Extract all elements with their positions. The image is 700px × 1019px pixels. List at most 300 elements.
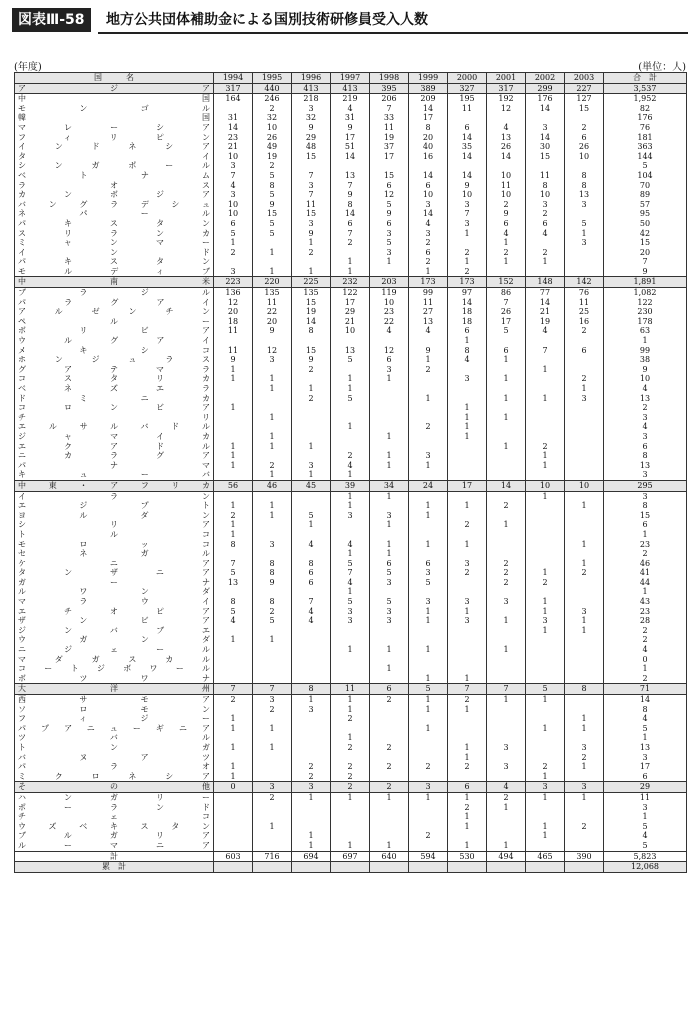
- country-row: [15, 113, 687, 123]
- count-cell: [292, 803, 331, 813]
- count-cell: 34: [370, 480, 409, 491]
- count-cell: [214, 645, 253, 655]
- count-cell: [526, 501, 565, 511]
- count-cell: 14: [526, 133, 565, 143]
- count-cell: 1: [526, 607, 565, 617]
- count-cell: [331, 626, 370, 636]
- count-cell: 1: [604, 812, 687, 822]
- figure-header: [12, 8, 688, 34]
- count-cell: 31: [214, 113, 253, 123]
- country-name: 中東・アフリカ: [15, 480, 214, 491]
- figure-title: 地方公共団体補助金による国別技術研修員受入人数: [98, 8, 688, 34]
- count-cell: [448, 587, 487, 597]
- count-cell: 1: [487, 442, 526, 452]
- count-cell: 2: [526, 442, 565, 452]
- count-cell: 3: [214, 190, 253, 200]
- count-cell: [409, 803, 448, 813]
- count-cell: 14: [487, 152, 526, 162]
- count-cell: 2: [409, 365, 448, 375]
- count-cell: [370, 501, 409, 511]
- region-row: [15, 480, 687, 491]
- count-cell: [370, 336, 409, 346]
- count-cell: [526, 355, 565, 365]
- count-cell: 1: [331, 645, 370, 655]
- count-cell: 8: [292, 684, 331, 695]
- count-cell: 1: [565, 792, 604, 802]
- count-cell: 3: [409, 451, 448, 461]
- count-cell: [409, 733, 448, 743]
- count-cell: [487, 753, 526, 763]
- count-cell: [214, 587, 253, 597]
- count-cell: 2: [370, 743, 409, 753]
- count-cell: 5: [331, 597, 370, 607]
- country-name: バングラデシュ: [15, 200, 214, 210]
- count-cell: [448, 578, 487, 588]
- count-cell: 7: [292, 597, 331, 607]
- country-name: ウズベキスタン: [15, 822, 214, 832]
- count-cell: 6: [604, 772, 687, 782]
- country-row: [15, 298, 687, 308]
- count-cell: 10: [448, 190, 487, 200]
- count-cell: 1: [409, 705, 448, 715]
- count-cell: [565, 772, 604, 782]
- count-cell: 8: [292, 326, 331, 336]
- count-cell: 122: [331, 288, 370, 298]
- count-cell: 2: [253, 461, 292, 471]
- count-cell: 9: [214, 355, 253, 365]
- count-cell: 1: [448, 792, 487, 802]
- count-cell: 1: [370, 792, 409, 802]
- count-cell: 230: [604, 307, 687, 317]
- count-cell: [214, 384, 253, 394]
- count-cell: [526, 374, 565, 384]
- country-name: パキスタン: [15, 219, 214, 229]
- country-row: [15, 540, 687, 550]
- count-cell: 1: [604, 530, 687, 540]
- count-cell: 1: [526, 772, 565, 782]
- count-cell: [370, 394, 409, 404]
- count-cell: [370, 822, 409, 832]
- count-cell: 2: [253, 607, 292, 617]
- count-cell: 39: [331, 480, 370, 491]
- count-cell: 40: [409, 142, 448, 152]
- count-cell: 1: [370, 664, 409, 674]
- count-cell: 2: [604, 403, 687, 413]
- count-cell: 1: [487, 374, 526, 384]
- count-cell: 1: [253, 374, 292, 384]
- count-cell: 135: [253, 288, 292, 298]
- count-cell: 13: [214, 578, 253, 588]
- count-cell: 1: [214, 442, 253, 452]
- column-header: 1999: [409, 73, 448, 84]
- count-cell: 1: [214, 451, 253, 461]
- country-row: [15, 743, 687, 753]
- country-name: ケニア: [15, 559, 214, 569]
- count-cell: [409, 491, 448, 501]
- count-cell: [214, 432, 253, 442]
- count-cell: [526, 422, 565, 432]
- count-cell: [526, 520, 565, 530]
- count-cell: [214, 664, 253, 674]
- country-row: [15, 491, 687, 501]
- column-header-country: 国 名: [15, 73, 214, 84]
- count-cell: 1: [487, 520, 526, 530]
- count-cell: 33: [370, 113, 409, 123]
- count-cell: 4: [370, 326, 409, 336]
- count-cell: 14: [331, 152, 370, 162]
- count-cell: 2: [565, 326, 604, 336]
- count-cell: [487, 822, 526, 832]
- count-cell: 1: [526, 626, 565, 636]
- count-cell: [253, 674, 292, 684]
- count-cell: 3,537: [604, 83, 687, 94]
- count-cell: 7: [526, 346, 565, 356]
- count-cell: [292, 413, 331, 423]
- count-cell: [292, 587, 331, 597]
- count-cell: 1: [526, 724, 565, 734]
- count-cell: 9: [487, 209, 526, 219]
- count-cell: 4: [604, 384, 687, 394]
- count-cell: 1: [526, 597, 565, 607]
- count-cell: 1: [409, 267, 448, 277]
- count-cell: [526, 714, 565, 724]
- count-cell: 640: [370, 851, 409, 862]
- count-cell: 8: [604, 705, 687, 715]
- count-cell: [253, 812, 292, 822]
- count-cell: 1: [331, 549, 370, 559]
- count-cell: 7: [214, 171, 253, 181]
- count-cell: 2: [331, 451, 370, 461]
- count-cell: [565, 451, 604, 461]
- count-cell: [292, 336, 331, 346]
- count-cell: 29: [292, 133, 331, 143]
- count-cell: [292, 374, 331, 384]
- count-cell: 3: [448, 219, 487, 229]
- count-cell: 3: [214, 161, 253, 171]
- count-cell: 4: [448, 355, 487, 365]
- country-name: ウルグアイ: [15, 336, 214, 346]
- count-cell: 136: [214, 288, 253, 298]
- count-cell: [448, 451, 487, 461]
- count-cell: 173: [409, 277, 448, 288]
- count-cell: [526, 635, 565, 645]
- count-cell: 14: [487, 480, 526, 491]
- count-cell: 11: [331, 684, 370, 695]
- count-cell: [526, 674, 565, 684]
- count-cell: 3: [370, 578, 409, 588]
- count-cell: [292, 743, 331, 753]
- count-cell: [253, 549, 292, 559]
- count-cell: [448, 862, 487, 873]
- country-name: ニジェール: [15, 645, 214, 655]
- country-name: ネパール: [15, 209, 214, 219]
- count-cell: 4: [331, 578, 370, 588]
- country-name: ニカラグア: [15, 451, 214, 461]
- count-cell: 6: [370, 684, 409, 695]
- country-name: フィリピン: [15, 133, 214, 143]
- count-cell: 1: [526, 695, 565, 705]
- count-cell: 9: [331, 123, 370, 133]
- count-cell: 1: [331, 470, 370, 480]
- count-cell: 1: [331, 792, 370, 802]
- count-cell: [214, 792, 253, 802]
- country-row: [15, 520, 687, 530]
- country-name: ベトナム: [15, 171, 214, 181]
- count-cell: [487, 336, 526, 346]
- count-cell: 1: [448, 841, 487, 851]
- count-cell: [409, 520, 448, 530]
- count-cell: 14: [604, 695, 687, 705]
- count-cell: 48: [292, 142, 331, 152]
- count-cell: 8: [604, 501, 687, 511]
- count-cell: 2: [487, 568, 526, 578]
- column-header: 2000: [448, 73, 487, 84]
- count-cell: 15: [565, 104, 604, 114]
- count-cell: 195: [448, 94, 487, 104]
- count-cell: 4: [292, 540, 331, 550]
- count-cell: 8: [565, 181, 604, 191]
- count-cell: 2: [409, 422, 448, 432]
- count-cell: [253, 587, 292, 597]
- count-cell: [331, 664, 370, 674]
- count-cell: [526, 841, 565, 851]
- count-cell: 9: [604, 365, 687, 375]
- count-cell: [526, 705, 565, 715]
- count-cell: [487, 113, 526, 123]
- country-row: [15, 442, 687, 452]
- count-cell: 1: [331, 841, 370, 851]
- country-name: ソロモン: [15, 705, 214, 715]
- count-cell: 3: [604, 413, 687, 423]
- country-row: [15, 762, 687, 772]
- count-cell: 1: [409, 501, 448, 511]
- country-name: 累 計: [15, 862, 214, 873]
- count-cell: 50: [604, 219, 687, 229]
- count-cell: 1: [331, 587, 370, 597]
- count-cell: 23: [214, 133, 253, 143]
- count-cell: 1,891: [604, 277, 687, 288]
- count-cell: 10: [487, 171, 526, 181]
- count-cell: 317: [214, 83, 253, 94]
- count-cell: [214, 549, 253, 559]
- count-cell: 95: [604, 209, 687, 219]
- country-name: タイ: [15, 152, 214, 162]
- country-row: [15, 470, 687, 480]
- count-cell: 1: [448, 607, 487, 617]
- count-cell: [409, 664, 448, 674]
- country-name: ボリビア: [15, 326, 214, 336]
- count-cell: 6: [604, 520, 687, 530]
- count-cell: 3: [409, 229, 448, 239]
- count-cell: 1: [292, 792, 331, 802]
- count-cell: 3: [292, 705, 331, 715]
- country-row: [15, 645, 687, 655]
- count-cell: 19: [370, 133, 409, 143]
- count-cell: [565, 841, 604, 851]
- country-name: そ の 他: [15, 782, 214, 793]
- count-cell: 2: [565, 822, 604, 832]
- count-cell: [565, 403, 604, 413]
- count-cell: 6: [214, 219, 253, 229]
- count-cell: [565, 705, 604, 715]
- count-cell: 3: [331, 511, 370, 521]
- count-cell: [526, 862, 565, 873]
- count-cell: 1: [253, 743, 292, 753]
- count-cell: 2: [253, 705, 292, 715]
- count-cell: 8: [565, 684, 604, 695]
- count-cell: 1: [214, 374, 253, 384]
- count-cell: 12: [214, 298, 253, 308]
- count-cell: 12: [487, 104, 526, 114]
- country-name: メキシコ: [15, 346, 214, 356]
- count-cell: [526, 384, 565, 394]
- count-cell: [409, 413, 448, 423]
- country-row: [15, 219, 687, 229]
- count-cell: 10: [565, 152, 604, 162]
- count-cell: [448, 161, 487, 171]
- count-cell: 395: [370, 83, 409, 94]
- count-cell: 1: [448, 403, 487, 413]
- count-cell: [253, 803, 292, 813]
- count-cell: 1: [331, 257, 370, 267]
- count-cell: 7: [604, 257, 687, 267]
- country-name: ザンビア: [15, 616, 214, 626]
- count-cell: 5: [214, 568, 253, 578]
- count-cell: [448, 511, 487, 521]
- count-cell: 2: [565, 123, 604, 133]
- count-cell: 14: [409, 171, 448, 181]
- count-cell: 5: [409, 578, 448, 588]
- count-cell: [214, 626, 253, 636]
- count-cell: 10: [214, 152, 253, 162]
- count-cell: 2: [487, 200, 526, 210]
- count-cell: 2: [448, 267, 487, 277]
- count-cell: 2: [526, 762, 565, 772]
- count-cell: [214, 336, 253, 346]
- count-cell: [253, 831, 292, 841]
- count-cell: 13: [604, 743, 687, 753]
- count-cell: 1: [526, 822, 565, 832]
- count-cell: 716: [253, 851, 292, 862]
- count-cell: 23: [604, 607, 687, 617]
- count-cell: 21: [214, 142, 253, 152]
- count-cell: 1: [253, 822, 292, 832]
- count-cell: 23: [370, 307, 409, 317]
- count-cell: [487, 511, 526, 521]
- country-row: [15, 171, 687, 181]
- count-cell: 17: [604, 762, 687, 772]
- count-cell: 2: [331, 782, 370, 793]
- count-cell: 7: [214, 559, 253, 569]
- count-cell: [253, 753, 292, 763]
- count-cell: [370, 812, 409, 822]
- count-cell: 1: [292, 841, 331, 851]
- country-name: 韓国: [15, 113, 214, 123]
- country-row: [15, 753, 687, 763]
- count-cell: 13: [604, 394, 687, 404]
- count-cell: 12: [370, 190, 409, 200]
- count-cell: 14: [409, 209, 448, 219]
- country-name: マダガスカル: [15, 655, 214, 665]
- count-cell: [409, 714, 448, 724]
- count-cell: [292, 451, 331, 461]
- count-cell: 5: [604, 161, 687, 171]
- count-cell: [292, 635, 331, 645]
- count-cell: 1: [331, 491, 370, 501]
- count-cell: [487, 432, 526, 442]
- country-name: ドミニカ: [15, 394, 214, 404]
- count-cell: [448, 655, 487, 665]
- count-cell: 6: [448, 326, 487, 336]
- count-cell: 1: [214, 772, 253, 782]
- count-cell: 2: [409, 257, 448, 267]
- count-cell: 1: [487, 695, 526, 705]
- count-cell: 14: [526, 298, 565, 308]
- count-cell: 2: [331, 743, 370, 753]
- count-cell: [409, 470, 448, 480]
- count-cell: 209: [409, 94, 448, 104]
- count-cell: 16: [409, 152, 448, 162]
- count-cell: 3: [565, 200, 604, 210]
- country-name: ミクロネシア: [15, 772, 214, 782]
- count-cell: 2: [370, 782, 409, 793]
- count-cell: 2: [409, 831, 448, 841]
- count-cell: 6: [565, 133, 604, 143]
- count-cell: [331, 724, 370, 734]
- count-cell: [292, 530, 331, 540]
- count-cell: [292, 549, 331, 559]
- count-cell: [409, 753, 448, 763]
- count-cell: [565, 530, 604, 540]
- count-cell: [292, 491, 331, 501]
- count-cell: 10: [331, 326, 370, 336]
- count-cell: [565, 812, 604, 822]
- count-cell: 219: [331, 94, 370, 104]
- count-cell: 4: [604, 422, 687, 432]
- count-cell: 11: [604, 792, 687, 802]
- count-cell: 5: [409, 684, 448, 695]
- count-cell: 2: [565, 753, 604, 763]
- count-cell: [487, 607, 526, 617]
- count-cell: [292, 655, 331, 665]
- country-name: タンザニア: [15, 568, 214, 578]
- count-cell: 14: [448, 152, 487, 162]
- country-row: [15, 559, 687, 569]
- count-cell: [253, 520, 292, 530]
- count-cell: 1: [253, 501, 292, 511]
- count-cell: 10: [526, 480, 565, 491]
- column-header: 2003: [565, 73, 604, 84]
- count-cell: 2: [487, 578, 526, 588]
- count-cell: 1: [409, 645, 448, 655]
- country-row: [15, 635, 687, 645]
- country-row: [15, 190, 687, 200]
- count-cell: 1: [409, 511, 448, 521]
- count-cell: 694: [292, 851, 331, 862]
- count-cell: 1: [292, 442, 331, 452]
- count-cell: 1: [487, 645, 526, 655]
- count-cell: [487, 635, 526, 645]
- country-name: モンゴル: [15, 104, 214, 114]
- country-name: ミャンマー: [15, 238, 214, 248]
- country-name: 計: [15, 851, 214, 862]
- country-name: ハンガリー: [15, 792, 214, 802]
- count-cell: 17: [331, 133, 370, 143]
- count-cell: 1: [448, 705, 487, 715]
- count-cell: 1: [409, 724, 448, 734]
- count-cell: 5: [331, 394, 370, 404]
- country-row: [15, 587, 687, 597]
